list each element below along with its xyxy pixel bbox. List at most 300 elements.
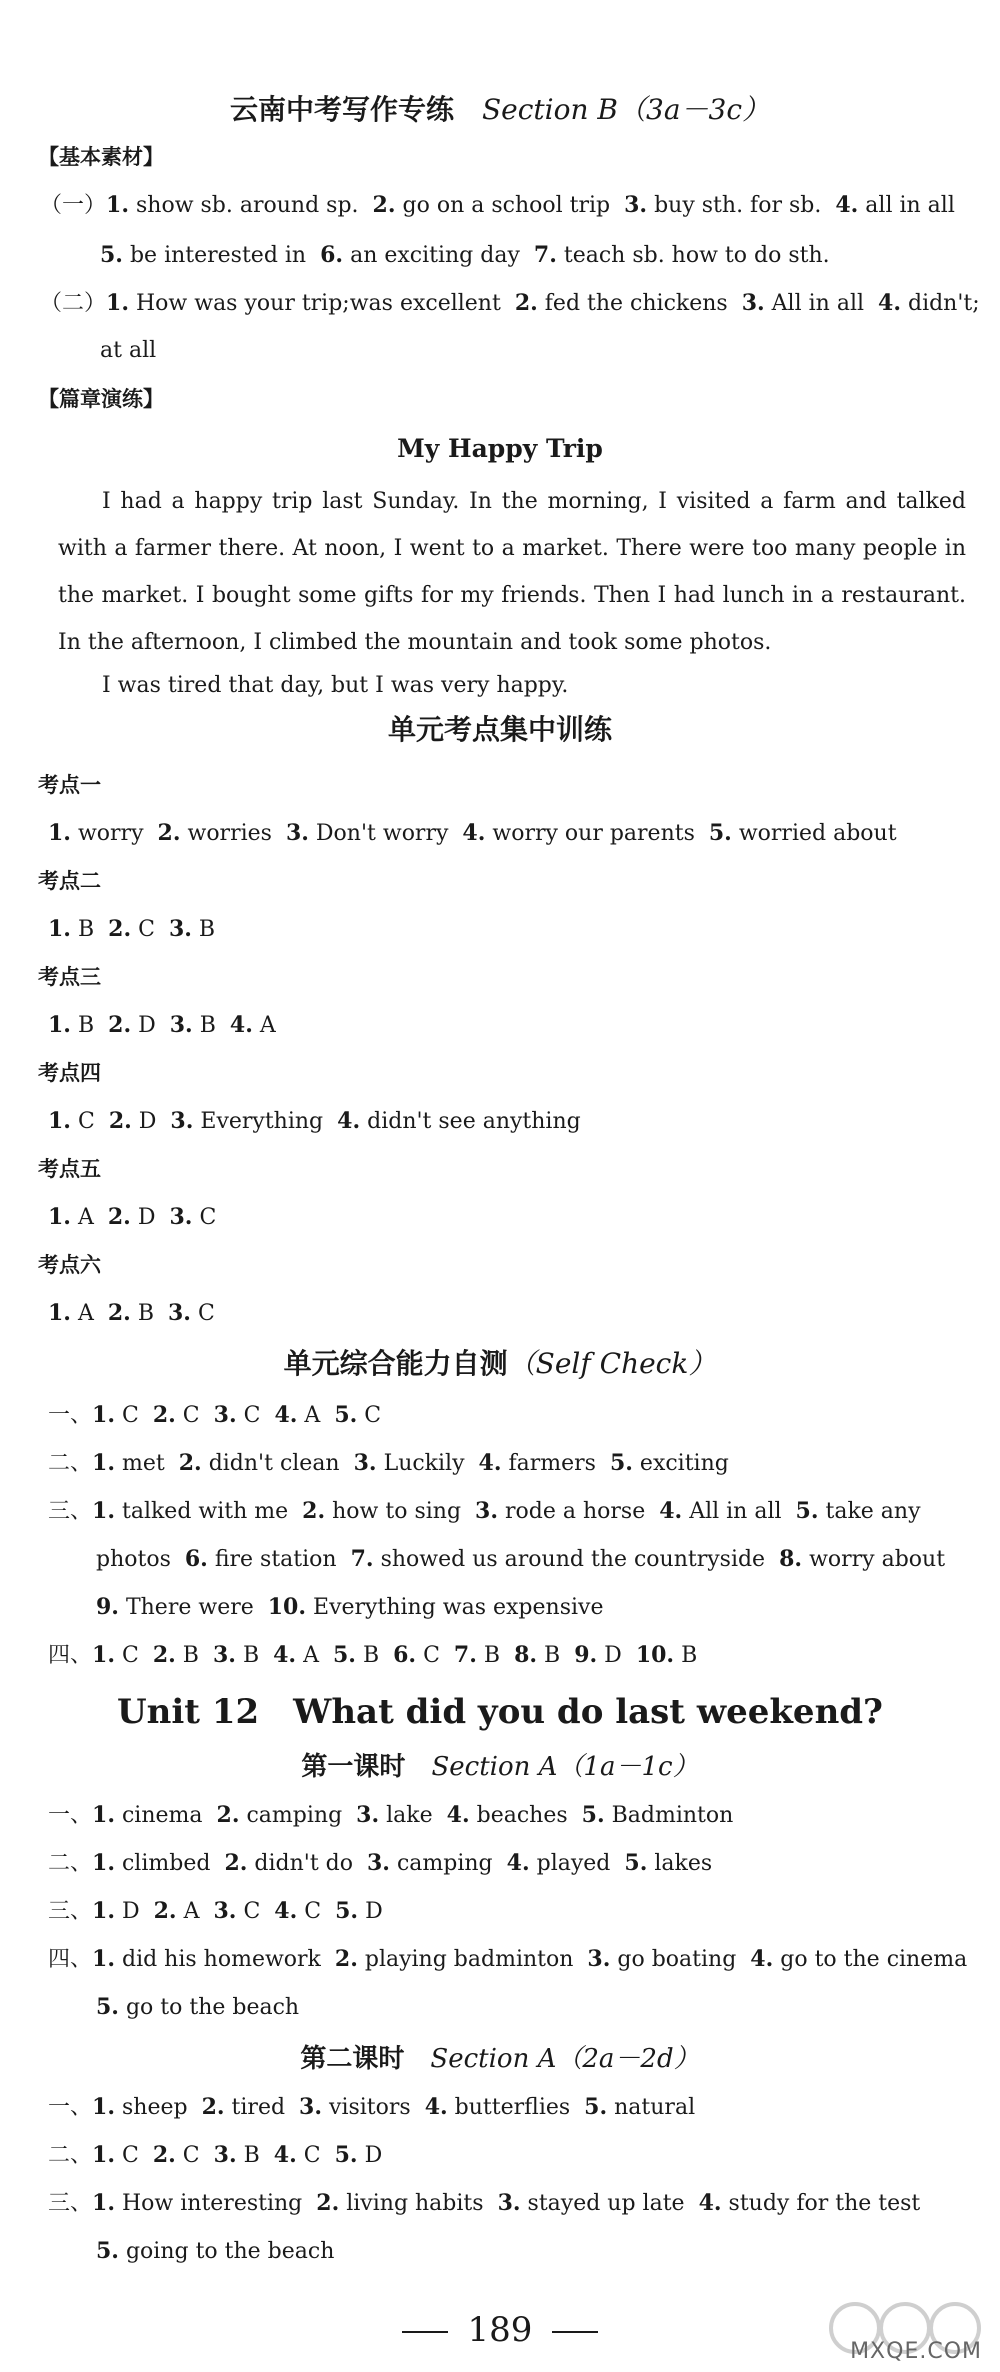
essay-title: My Happy Trip xyxy=(397,434,603,463)
item-text: showed us around the countryside xyxy=(380,1547,766,1572)
answer-item xyxy=(659,1499,781,1524)
answer-item xyxy=(48,917,94,942)
answer-row: 一、1. sheep 2. tired 3. visitors 4. butterflies 5. natural xyxy=(48,2094,696,2120)
item-text: A xyxy=(77,1301,94,1326)
item-text: Don't worry xyxy=(315,821,449,846)
item-number: 4. xyxy=(229,1012,253,1038)
answer-item xyxy=(273,1643,319,1668)
item-text: D xyxy=(121,1899,140,1924)
item-number: 5. xyxy=(609,1450,633,1476)
item-number: 3. xyxy=(356,1802,380,1828)
answer-item xyxy=(356,1803,432,1828)
answer-item xyxy=(302,1499,461,1524)
answer-item xyxy=(170,1013,216,1038)
answer-item xyxy=(584,2095,695,2120)
item-number: 6. xyxy=(393,1642,417,1668)
item-number: 1. xyxy=(92,1850,115,1876)
section-title-writing: 云南中考写作专练 Section B（3a－3c） xyxy=(229,93,771,126)
answer-item xyxy=(320,243,520,268)
item-number: 1. xyxy=(92,1498,115,1524)
answer-item xyxy=(709,821,897,846)
item-text: didn't; xyxy=(907,291,980,316)
item-text: camping xyxy=(396,1851,493,1876)
answer-item xyxy=(587,1947,736,1972)
answer-item xyxy=(447,1803,568,1828)
item-text: didn't clean xyxy=(208,1451,340,1476)
section-title-unit-key-points: 单元考点集中训练 xyxy=(387,713,612,746)
page-number: 189 xyxy=(0,2310,1000,2350)
answer-item xyxy=(636,1643,697,1668)
answer-row: 四、1. C 2. B 3. B 4. A 5. B 6. C 7. B 8. B 9. D 10. B xyxy=(48,1642,698,1668)
item-text: C xyxy=(121,1403,139,1428)
item-text: buy sth. for sb. xyxy=(654,193,822,218)
item-text: farmers xyxy=(508,1451,596,1476)
item-text: B xyxy=(77,1013,95,1038)
item-text: C xyxy=(182,1403,200,1428)
lesson-title: 第一课时 Section A（1a－1c） xyxy=(301,1752,699,1782)
answer-item xyxy=(100,243,306,268)
item-text: A xyxy=(77,1205,94,1230)
answer-row: （一）1. show sb. around sp. 2. go on a school trip 3. buy sth. for sb. 4. all in all xyxy=(40,192,955,218)
answer-row: （二）1. How was your trip;was excellent 2. fed the chickens 3. All in all 4. didn't; xyxy=(40,290,980,316)
item-number: 5. xyxy=(100,242,123,268)
item-number: 2. xyxy=(108,1108,132,1134)
item-number: 2. xyxy=(372,192,396,218)
item-text: All in all xyxy=(771,291,865,316)
answer-row: 二、1. met 2. didn't clean 3. Luckily 4. farmers 5. exciting xyxy=(48,1450,729,1476)
item-text: be interested in xyxy=(129,243,307,268)
answer-item xyxy=(214,1403,261,1428)
item-text: C xyxy=(121,2143,139,2168)
item-number: 5. xyxy=(624,1850,648,1876)
answer-row xyxy=(48,1202,216,1233)
answer-item xyxy=(333,1643,379,1668)
item-text: worried about xyxy=(738,821,897,846)
answer-row xyxy=(96,1992,299,2023)
item-text: A xyxy=(183,1899,200,1924)
item-number: 4. xyxy=(273,1642,297,1668)
item-number: 2. xyxy=(334,1946,358,1972)
answer-item xyxy=(92,1947,321,1972)
item-number: 4. xyxy=(446,1802,470,1828)
answer-item xyxy=(286,821,448,846)
answer-item xyxy=(48,821,144,846)
answer-item xyxy=(534,243,830,268)
answer-item xyxy=(48,1109,95,1134)
item-number: 3. xyxy=(353,1450,377,1476)
answer-item xyxy=(742,291,864,316)
essay-paragraph: I was tired that day, but I was very happy. xyxy=(102,673,569,698)
item-text: going to the beach xyxy=(125,2239,335,2264)
item-number: 3. xyxy=(169,1204,193,1230)
item-text: worry about xyxy=(809,1547,946,1572)
item-number: 1. xyxy=(48,1300,71,1326)
item-number: 5. xyxy=(96,2238,119,2264)
item-text: lakes xyxy=(654,1851,713,1876)
item-text: B xyxy=(199,1013,216,1038)
answer-item xyxy=(108,917,155,942)
answer-item xyxy=(96,1547,171,1572)
item-text: C xyxy=(197,1301,215,1326)
item-number: 3. xyxy=(367,1850,390,1876)
item-number: 1. xyxy=(92,1450,115,1476)
item-text: C xyxy=(364,1403,382,1428)
item-text: D xyxy=(365,1899,383,1924)
answer-item xyxy=(498,2191,685,2216)
item-number: 4. xyxy=(274,1898,298,1924)
answer-item xyxy=(96,2239,334,2264)
answer-item xyxy=(96,1995,299,2020)
item-text: talked with me xyxy=(121,1499,289,1524)
answer-item xyxy=(574,1643,622,1668)
answer-item xyxy=(373,193,611,218)
answer-item xyxy=(610,1451,729,1476)
dash-left xyxy=(402,2331,448,2333)
answer-item xyxy=(169,917,215,942)
answer-row xyxy=(96,1592,603,1623)
item-text: sheep xyxy=(121,2095,188,2120)
item-number: 4. xyxy=(424,2094,448,2120)
answer-item xyxy=(185,1547,337,1572)
item-number: 10. xyxy=(635,1642,675,1668)
answer-item xyxy=(582,1803,734,1828)
item-number: 4. xyxy=(878,290,901,316)
answer-item xyxy=(354,1451,465,1476)
item-text: C xyxy=(423,1643,440,1668)
answer-item xyxy=(92,2143,139,2168)
answer-item xyxy=(168,1301,215,1326)
item-text: playing badminton xyxy=(364,1947,574,1972)
item-number: 4. xyxy=(835,192,859,218)
item-text: B xyxy=(362,1643,380,1668)
answer-item xyxy=(224,1851,353,1876)
key-point-label: 考点一 xyxy=(38,773,101,797)
answer-item xyxy=(154,1899,200,1924)
answer-item xyxy=(367,1851,493,1876)
item-text: how to sing xyxy=(332,1499,462,1524)
item-number: 1. xyxy=(92,1898,115,1924)
heading-passage-practice: 【篇章演练】 xyxy=(38,387,164,411)
answer-item xyxy=(92,1451,165,1476)
answer-item xyxy=(202,2095,285,2120)
answer-row xyxy=(48,1010,276,1041)
item-number: 2. xyxy=(157,820,181,846)
answer-item xyxy=(624,1851,712,1876)
answer-item xyxy=(316,2191,483,2216)
answer-item xyxy=(92,2191,302,2216)
item-number: 3. xyxy=(299,2094,323,2120)
answer-row: 二、1. C 2. C 3. B 4. C 5. D xyxy=(48,2142,383,2168)
item-number: 2. xyxy=(153,1898,177,1924)
item-text: A xyxy=(304,1403,321,1428)
essay-paragraph: I had a happy trip last Sunday. In the morning, I visited a farm and talked with a farmer there. At noon, I went to a market. There were too many people in the market. I bought some gifts for my friends. Then I had lunch in a restaurant. In the afternoon, I climbed the mountain and took some photos. xyxy=(58,489,966,655)
answer-item xyxy=(108,1013,156,1038)
key-point-label: 考点三 xyxy=(38,965,101,989)
item-number: 3. xyxy=(169,1012,193,1038)
item-number: 3. xyxy=(587,1946,611,1972)
item-text: All in all xyxy=(689,1499,782,1524)
answer-item xyxy=(96,1595,254,1620)
item-number: 1. xyxy=(106,290,129,316)
answer-item xyxy=(92,1643,139,1668)
item-text: D xyxy=(138,1013,156,1038)
item-number: 3. xyxy=(213,1402,237,1428)
answer-item xyxy=(462,821,694,846)
answer-item xyxy=(274,1899,321,1924)
answer-item xyxy=(109,1109,157,1134)
item-text: study for the test xyxy=(728,2191,921,2216)
item-number: 2. xyxy=(302,1498,326,1524)
item-text: visitors xyxy=(329,2095,411,2120)
item-number: 2. xyxy=(152,2142,176,2168)
answer-item xyxy=(48,1301,94,1326)
item-number: 9. xyxy=(96,1594,119,1620)
item-number: 3. xyxy=(475,1498,498,1524)
item-number: 9. xyxy=(574,1642,598,1668)
answer-item xyxy=(92,2095,188,2120)
item-text: photos xyxy=(96,1547,171,1572)
item-number: 4. xyxy=(698,2190,722,2216)
item-text: an exciting day xyxy=(350,243,520,268)
item-number: 3. xyxy=(170,1108,194,1134)
item-text: There were xyxy=(125,1595,254,1620)
unit-title: Unit 12 What did you do last weekend? xyxy=(117,1692,883,1732)
item-text: camping xyxy=(246,1803,343,1828)
key-point-label: 考点五 xyxy=(38,1157,101,1181)
item-text: did his homework xyxy=(121,1947,321,1972)
item-text: A xyxy=(259,1013,276,1038)
answer-item xyxy=(108,1205,156,1230)
answer-item xyxy=(299,2095,411,2120)
item-number: 3. xyxy=(212,1642,236,1668)
item-number: 1. xyxy=(92,2142,115,2168)
item-number: 2. xyxy=(107,1300,131,1326)
item-number: 5. xyxy=(332,1642,356,1668)
item-number: 4. xyxy=(274,1402,298,1428)
answer-item xyxy=(158,821,272,846)
answer-item xyxy=(335,1947,574,1972)
lesson-title: 第二课时 Section A（2a－2d） xyxy=(300,2044,700,2074)
answer-item xyxy=(108,1301,154,1326)
item-text: C xyxy=(77,1109,95,1134)
item-number: 7. xyxy=(350,1546,374,1572)
answer-item xyxy=(169,1205,216,1230)
item-text: B xyxy=(544,1643,561,1668)
item-text: exciting xyxy=(639,1451,729,1476)
answer-item xyxy=(835,193,955,218)
item-text: B xyxy=(242,1643,260,1668)
item-text: D xyxy=(364,2143,383,2168)
answer-row: 三、1. How interesting 2. living habits 3. stayed up late 4. study for the test xyxy=(48,2190,921,2216)
item-text: didn't see anything xyxy=(367,1109,581,1134)
answer-item xyxy=(48,1013,94,1038)
item-text: climbed xyxy=(121,1851,211,1876)
item-text: worry our parents xyxy=(492,821,695,846)
item-text: How interesting xyxy=(121,2191,303,2216)
answer-row: at all xyxy=(100,338,157,363)
answer-row xyxy=(96,1544,945,1575)
item-text: worry xyxy=(77,821,144,846)
section-title-self-check: 单元综合能力自测（Self Check） xyxy=(283,1347,717,1380)
item-number: 2. xyxy=(514,290,538,316)
item-text: all in all xyxy=(865,193,955,218)
item-text: C xyxy=(121,1643,139,1668)
answer-row xyxy=(48,1106,581,1137)
item-number: 2. xyxy=(178,1450,202,1476)
item-text: worries xyxy=(187,821,272,846)
answer-row xyxy=(48,1298,215,1329)
item-number: 2. xyxy=(108,1012,132,1038)
answer-item xyxy=(750,1947,967,1972)
item-number: 2. xyxy=(152,1402,176,1428)
item-number: 4. xyxy=(337,1108,361,1134)
item-text: Luckily xyxy=(383,1451,465,1476)
answer-item xyxy=(337,1109,581,1134)
watermark-text: MXQE.COM xyxy=(850,2339,982,2364)
item-number: 4. xyxy=(478,1450,502,1476)
item-number: 5. xyxy=(584,2094,608,2120)
answer-item xyxy=(92,1803,203,1828)
answer-item xyxy=(153,1643,199,1668)
item-text: Everything was expensive xyxy=(313,1595,604,1620)
item-number: 1. xyxy=(48,820,71,846)
item-number: 1. xyxy=(106,192,129,218)
item-number: 3. xyxy=(168,916,192,942)
answer-item xyxy=(878,291,980,316)
item-text: D xyxy=(604,1643,622,1668)
item-text: C xyxy=(304,1899,322,1924)
answer-item xyxy=(515,291,728,316)
answer-row xyxy=(48,818,897,849)
item-text: show sb. around sp. xyxy=(135,193,359,218)
answer-item xyxy=(425,2095,570,2120)
answer-item xyxy=(48,1205,94,1230)
item-number: 3. xyxy=(741,290,765,316)
answer-row: 二、1. climbed 2. didn't do 3. camping 4. played 5. lakes xyxy=(48,1850,713,1876)
item-text: A xyxy=(303,1643,319,1668)
answer-item xyxy=(170,1109,323,1134)
item-text: teach sb. how to do sth. xyxy=(563,243,830,268)
item-text: go on a school trip xyxy=(402,193,611,218)
answer-item xyxy=(393,1643,440,1668)
answer-item xyxy=(274,1403,320,1428)
answer-item xyxy=(153,1403,200,1428)
item-number: 2. xyxy=(107,1204,131,1230)
answer-row: 一、1. C 2. C 3. C 4. A 5. C xyxy=(48,1402,382,1428)
item-number: 3. xyxy=(213,1898,237,1924)
item-number: 1. xyxy=(48,916,71,942)
item-number: 6. xyxy=(320,242,344,268)
item-text: stayed up late xyxy=(527,2191,685,2216)
item-text: played xyxy=(536,1851,611,1876)
item-text: B xyxy=(182,1643,199,1668)
item-text: B xyxy=(137,1301,154,1326)
answer-item xyxy=(92,1899,140,1924)
item-number: 5. xyxy=(335,1898,359,1924)
item-number: 3. xyxy=(285,820,309,846)
answer-item xyxy=(351,1547,766,1572)
key-point-label: 考点二 xyxy=(38,869,101,893)
answer-row xyxy=(100,240,830,271)
answer-item xyxy=(475,1499,645,1524)
item-text: C xyxy=(138,917,155,942)
item-number: 1. xyxy=(48,1012,71,1038)
item-text: C xyxy=(243,1899,261,1924)
item-text: living habits xyxy=(346,2191,484,2216)
answer-item xyxy=(214,2143,260,2168)
answer-item xyxy=(624,193,821,218)
answer-item xyxy=(796,1499,921,1524)
item-number: 3. xyxy=(213,2142,237,2168)
item-number: 2. xyxy=(108,916,132,942)
answer-item xyxy=(213,1643,259,1668)
answer-row: 一、1. cinema 2. camping 3. lake 4. beaches 5. Badminton xyxy=(48,1802,734,1828)
item-text: go boating xyxy=(617,1947,737,1972)
item-number: 1. xyxy=(92,1642,115,1668)
item-text: beaches xyxy=(476,1803,568,1828)
item-number: 4. xyxy=(659,1498,683,1524)
item-number: 2. xyxy=(201,2094,225,2120)
answer-item xyxy=(217,1803,343,1828)
item-text: C xyxy=(243,1403,261,1428)
item-number: 7. xyxy=(533,242,557,268)
item-number: 4. xyxy=(462,820,486,846)
item-number: 1. xyxy=(92,2190,115,2216)
item-number: 1. xyxy=(92,2094,115,2120)
item-number: 3. xyxy=(168,1300,191,1326)
answer-item xyxy=(454,1643,500,1668)
answer-row xyxy=(96,2236,334,2267)
item-text: cinema xyxy=(121,1803,203,1828)
item-number: 1. xyxy=(92,1402,115,1428)
answer-item xyxy=(335,2143,383,2168)
answer-item xyxy=(106,291,501,316)
item-text: Badminton xyxy=(611,1803,734,1828)
item-number: 1. xyxy=(48,1204,71,1230)
answer-item xyxy=(179,1451,340,1476)
item-text: fire station xyxy=(214,1547,337,1572)
answer-item xyxy=(334,1403,381,1428)
item-number: 1. xyxy=(48,1108,71,1134)
answer-item xyxy=(92,1499,288,1524)
answer-item xyxy=(153,2143,200,2168)
item-number: 5. xyxy=(334,1402,358,1428)
item-number: 4. xyxy=(506,1850,530,1876)
item-number: 3. xyxy=(497,2190,521,2216)
item-number: 5. xyxy=(581,1802,605,1828)
answer-item xyxy=(230,1013,276,1038)
item-text: fed the chickens xyxy=(544,291,728,316)
item-text: B xyxy=(198,917,216,942)
item-number: 1. xyxy=(92,1802,115,1828)
answer-item xyxy=(268,1595,604,1620)
item-text: C xyxy=(199,1205,217,1230)
item-text: met xyxy=(121,1451,165,1476)
item-number: 3. xyxy=(624,192,648,218)
answer-item xyxy=(274,2143,321,2168)
item-text: How was your trip;was excellent xyxy=(135,291,501,316)
item-text: lake xyxy=(386,1803,433,1828)
item-number: 5. xyxy=(96,1994,119,2020)
item-number: 2. xyxy=(316,2190,340,2216)
answer-item xyxy=(779,1547,945,1572)
answer-item xyxy=(92,1403,139,1428)
item-text: D xyxy=(137,1205,156,1230)
item-number: 2. xyxy=(152,1642,176,1668)
answer-item xyxy=(106,193,359,218)
item-text: go to the cinema xyxy=(780,1947,968,1972)
item-number: 2. xyxy=(224,1850,248,1876)
